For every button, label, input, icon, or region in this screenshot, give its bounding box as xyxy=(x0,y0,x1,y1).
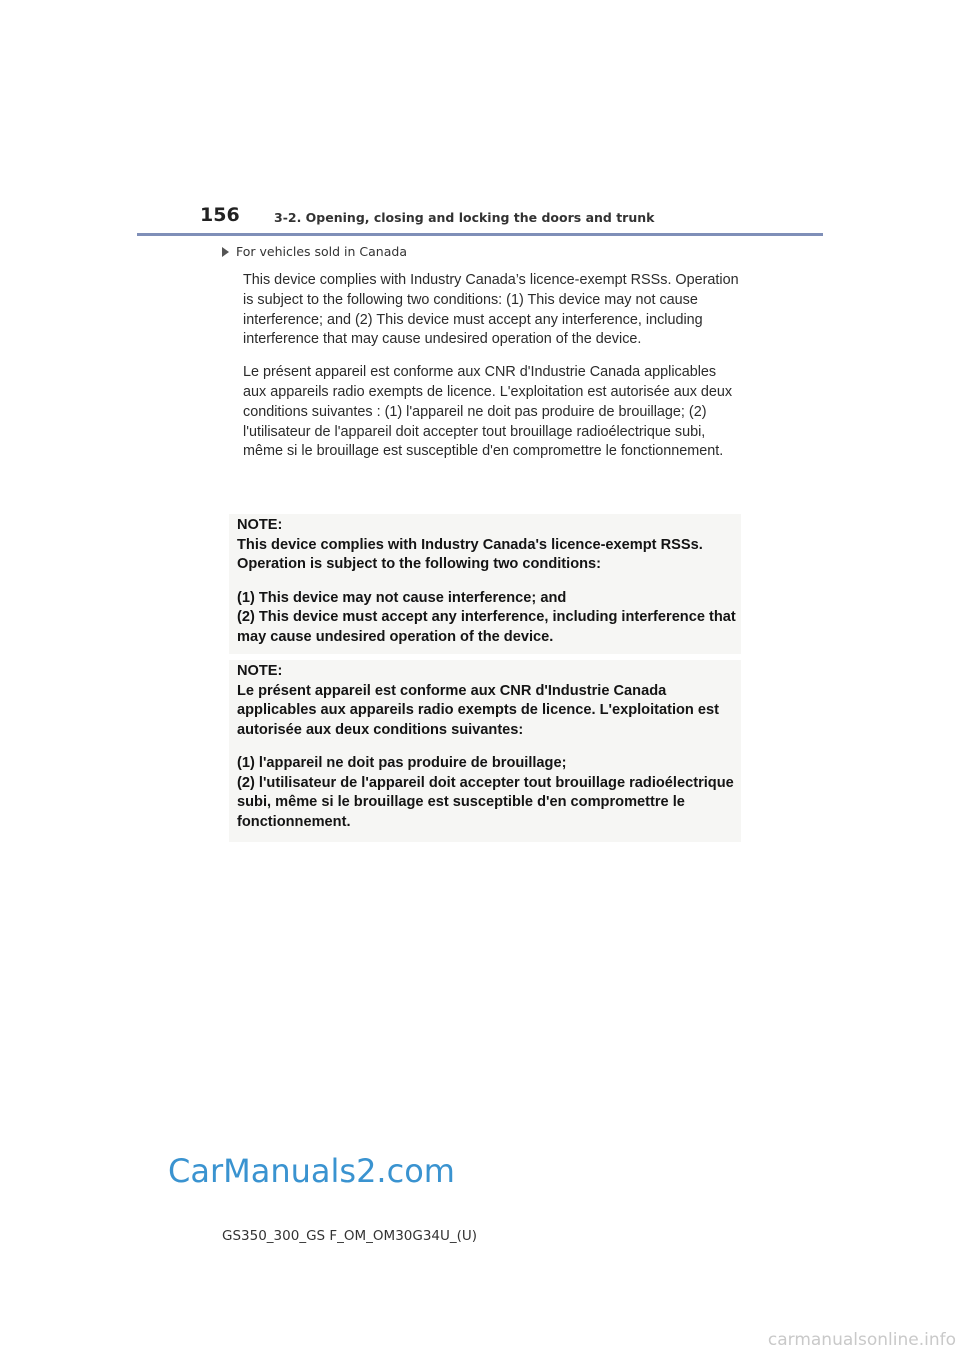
scan-line: (1) This device may not cause interference; and xyxy=(237,589,567,606)
scan-line: Operation is subject to the following two conditions: xyxy=(237,556,602,572)
scan-line: applicables aux appareils radio exempts de licence. L'exploitation est xyxy=(237,702,719,718)
notice-french: Le présent appareil est conforme aux CNR d'Industrie Canada applicables aux appareils radio exempts de licence. L'exploitation est autorisée aux deux conditions suivantes : (1) l'appareil ne doit pas produire de brouillage; (2) l'utilisateur de l'appareil doit accepter tout brouillage radioélectrique subi, même si le brouillage est susceptible d'en compromettre le fonctionnement. xyxy=(243,364,733,460)
scan-line: NOTE: xyxy=(237,663,283,679)
notice-english: This device complies with Industry Canada’s licence-exempt RSSs. Operation is subject to the following two conditions: (1) This device may not cause interference; and (2) This device must accept any interference, including interference that may cause undesired operation of the device. xyxy=(243,272,739,348)
scanned-notice-french xyxy=(229,660,741,842)
header-rule xyxy=(137,233,823,236)
subheading xyxy=(222,244,407,259)
notice-text-block xyxy=(243,271,743,475)
footer-code: GS350_300_GS F_OM_OM30G34U_(U) xyxy=(222,1228,478,1244)
scan-line: (2) This device must accept any interference, including interference that xyxy=(237,609,736,625)
line-gap xyxy=(237,740,733,754)
page-header xyxy=(137,198,823,234)
scan-line: subi, même si le brouillage est susceptible d'en compromettre le xyxy=(237,794,685,810)
source-watermark: carmanualsonline.info xyxy=(767,1330,956,1350)
scan-line: autorisée aux deux conditions suivantes: xyxy=(237,721,524,738)
scan-line: NOTE: xyxy=(237,517,283,533)
page-number: 156 xyxy=(200,204,240,226)
scan-line: (2) l'utilisateur de l'appareil doit accepter tout brouillage radioélectrique xyxy=(237,774,734,791)
scan-line: Le présent appareil est conforme aux CNR d'Industrie Canada xyxy=(237,682,667,699)
triangle-bullet-icon xyxy=(222,247,229,257)
section-title: 3-2. Opening, closing and locking the doors and trunk xyxy=(274,210,655,225)
scan-line: (1) l'appareil ne doit pas produire de brouillage; xyxy=(237,755,567,771)
scan-line: may cause undesired operation of the device. xyxy=(237,628,554,645)
scan-line: This device complies with Industry Canada's licence-exempt RSSs. xyxy=(237,536,703,553)
scan-line: fonctionnement. xyxy=(237,813,351,830)
scanned-notice-english xyxy=(229,514,741,654)
watermark-logo: CarManuals2.com xyxy=(168,1152,455,1190)
subheading-text: For vehicles sold in Canada xyxy=(236,244,407,259)
line-gap xyxy=(237,575,733,589)
